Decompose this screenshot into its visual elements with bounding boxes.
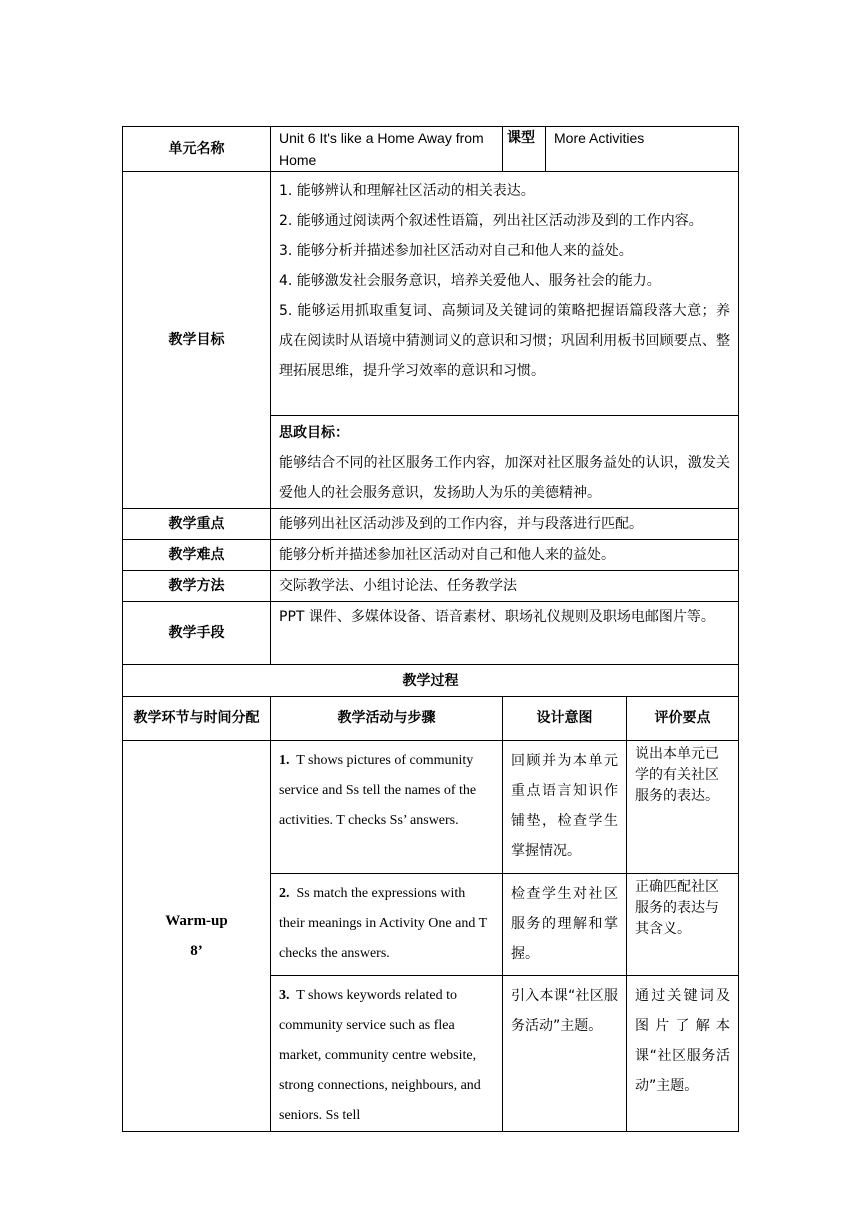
evaluation-header: 评价要点 — [627, 697, 739, 741]
stage-name: Warm-up — [165, 913, 228, 929]
lesson-plan-table — [122, 126, 739, 1132]
objective-item: 2. 能够通过阅读两个叙述性语篇，列出社区活动涉及到的工作内容。 — [279, 213, 703, 229]
activities-header: 教学活动与步骤 — [271, 697, 503, 741]
objective-item: 1. 能够辨认和理解社区活动的相关表达。 — [279, 183, 535, 199]
key-points-text: 能够列出社区活动涉及到的工作内容，并与段落进行匹配。 — [271, 509, 739, 540]
objective-item: 5. 能够运用抓取重复词、高频词及关键词的策略把握语篇段落大意；养成在阅读时从语境中猜测词义的意识和习惯；巩固利用板书回顾要点、整理拓展思维，提升学习效率的意识和习惯。 — [279, 303, 730, 379]
activity-text: T shows pictures of community service and Ss tell the names of the activities. T checks Ss’ answers. — [279, 753, 477, 828]
stage-cell — [123, 741, 271, 1132]
activity-cell — [271, 741, 503, 874]
ideology-text: 能够结合不同的社区服务工作内容，加深对社区服务益处的认识，激发关爱他人的社会服务意识，发扬助人为乐的美德精神。 — [279, 455, 730, 501]
evaluation-cell: 说出本单元已学的有关社区服务的表达。 — [627, 741, 739, 874]
key-points-label: 教学重点 — [123, 509, 271, 540]
ideology-title: 思政目标： — [279, 425, 349, 441]
ideology-objectives — [271, 416, 739, 509]
activity-number: 2. — [279, 886, 290, 901]
activity-number: 1. — [279, 753, 290, 768]
evaluation-cell: 正确匹配社区服务的表达与其含义。 — [627, 874, 739, 976]
activity-cell — [271, 874, 503, 976]
design-header: 设计意图 — [503, 697, 627, 741]
lesson-type-label: 课型 — [503, 127, 546, 172]
means-label: 教学手段 — [123, 602, 271, 665]
methods-label: 教学方法 — [123, 571, 271, 602]
evaluation-cell: 通过关键词及图片了解本课“社区服务活动”主题。 — [627, 976, 739, 1132]
difficulties-label: 教学难点 — [123, 540, 271, 571]
unit-name-label: 单元名称 — [123, 127, 271, 172]
unit-name-value: Unit 6 It's like a Home Away from Home — [271, 127, 503, 172]
design-cell: 回顾并为本单元重点语言知识作铺垫，检查学生掌握情况。 — [503, 741, 627, 874]
activity-cell — [271, 976, 503, 1132]
activity-number: 3. — [279, 988, 290, 1003]
objectives-label: 教学目标 — [123, 172, 271, 509]
stage-time: 8’ — [190, 943, 203, 959]
means-text: PPT 课件、多媒体设备、语音素材、职场礼仪规则及职场电邮图片等。 — [271, 602, 739, 665]
stage-header: 教学环节与时间分配 — [123, 697, 271, 741]
process-title: 教学过程 — [123, 665, 739, 697]
design-cell: 引入本课“社区服务活动”主题。 — [503, 976, 627, 1132]
objectives-list — [271, 172, 739, 416]
methods-text: 交际教学法、小组讨论法、任务教学法 — [271, 571, 739, 602]
lesson-type-value: More Activities — [546, 127, 739, 172]
objective-item: 4. 能够激发社会服务意识，培养关爱他人、服务社会的能力。 — [279, 273, 661, 289]
activity-text: T shows keywords related to community service such as flea market, community centre website, strong connections, neighbours, and seniors. Ss tell — [279, 988, 481, 1123]
difficulties-text: 能够分析并描述参加社区活动对自己和他人来的益处。 — [271, 540, 739, 571]
objective-item: 3. 能够分析并描述参加社区活动对自己和他人来的益处。 — [279, 243, 633, 259]
design-cell: 检查学生对社区服务的理解和掌握。 — [503, 874, 627, 976]
activity-text: Ss match the expressions with their meanings in Activity One and T checks the answers. — [279, 886, 487, 961]
